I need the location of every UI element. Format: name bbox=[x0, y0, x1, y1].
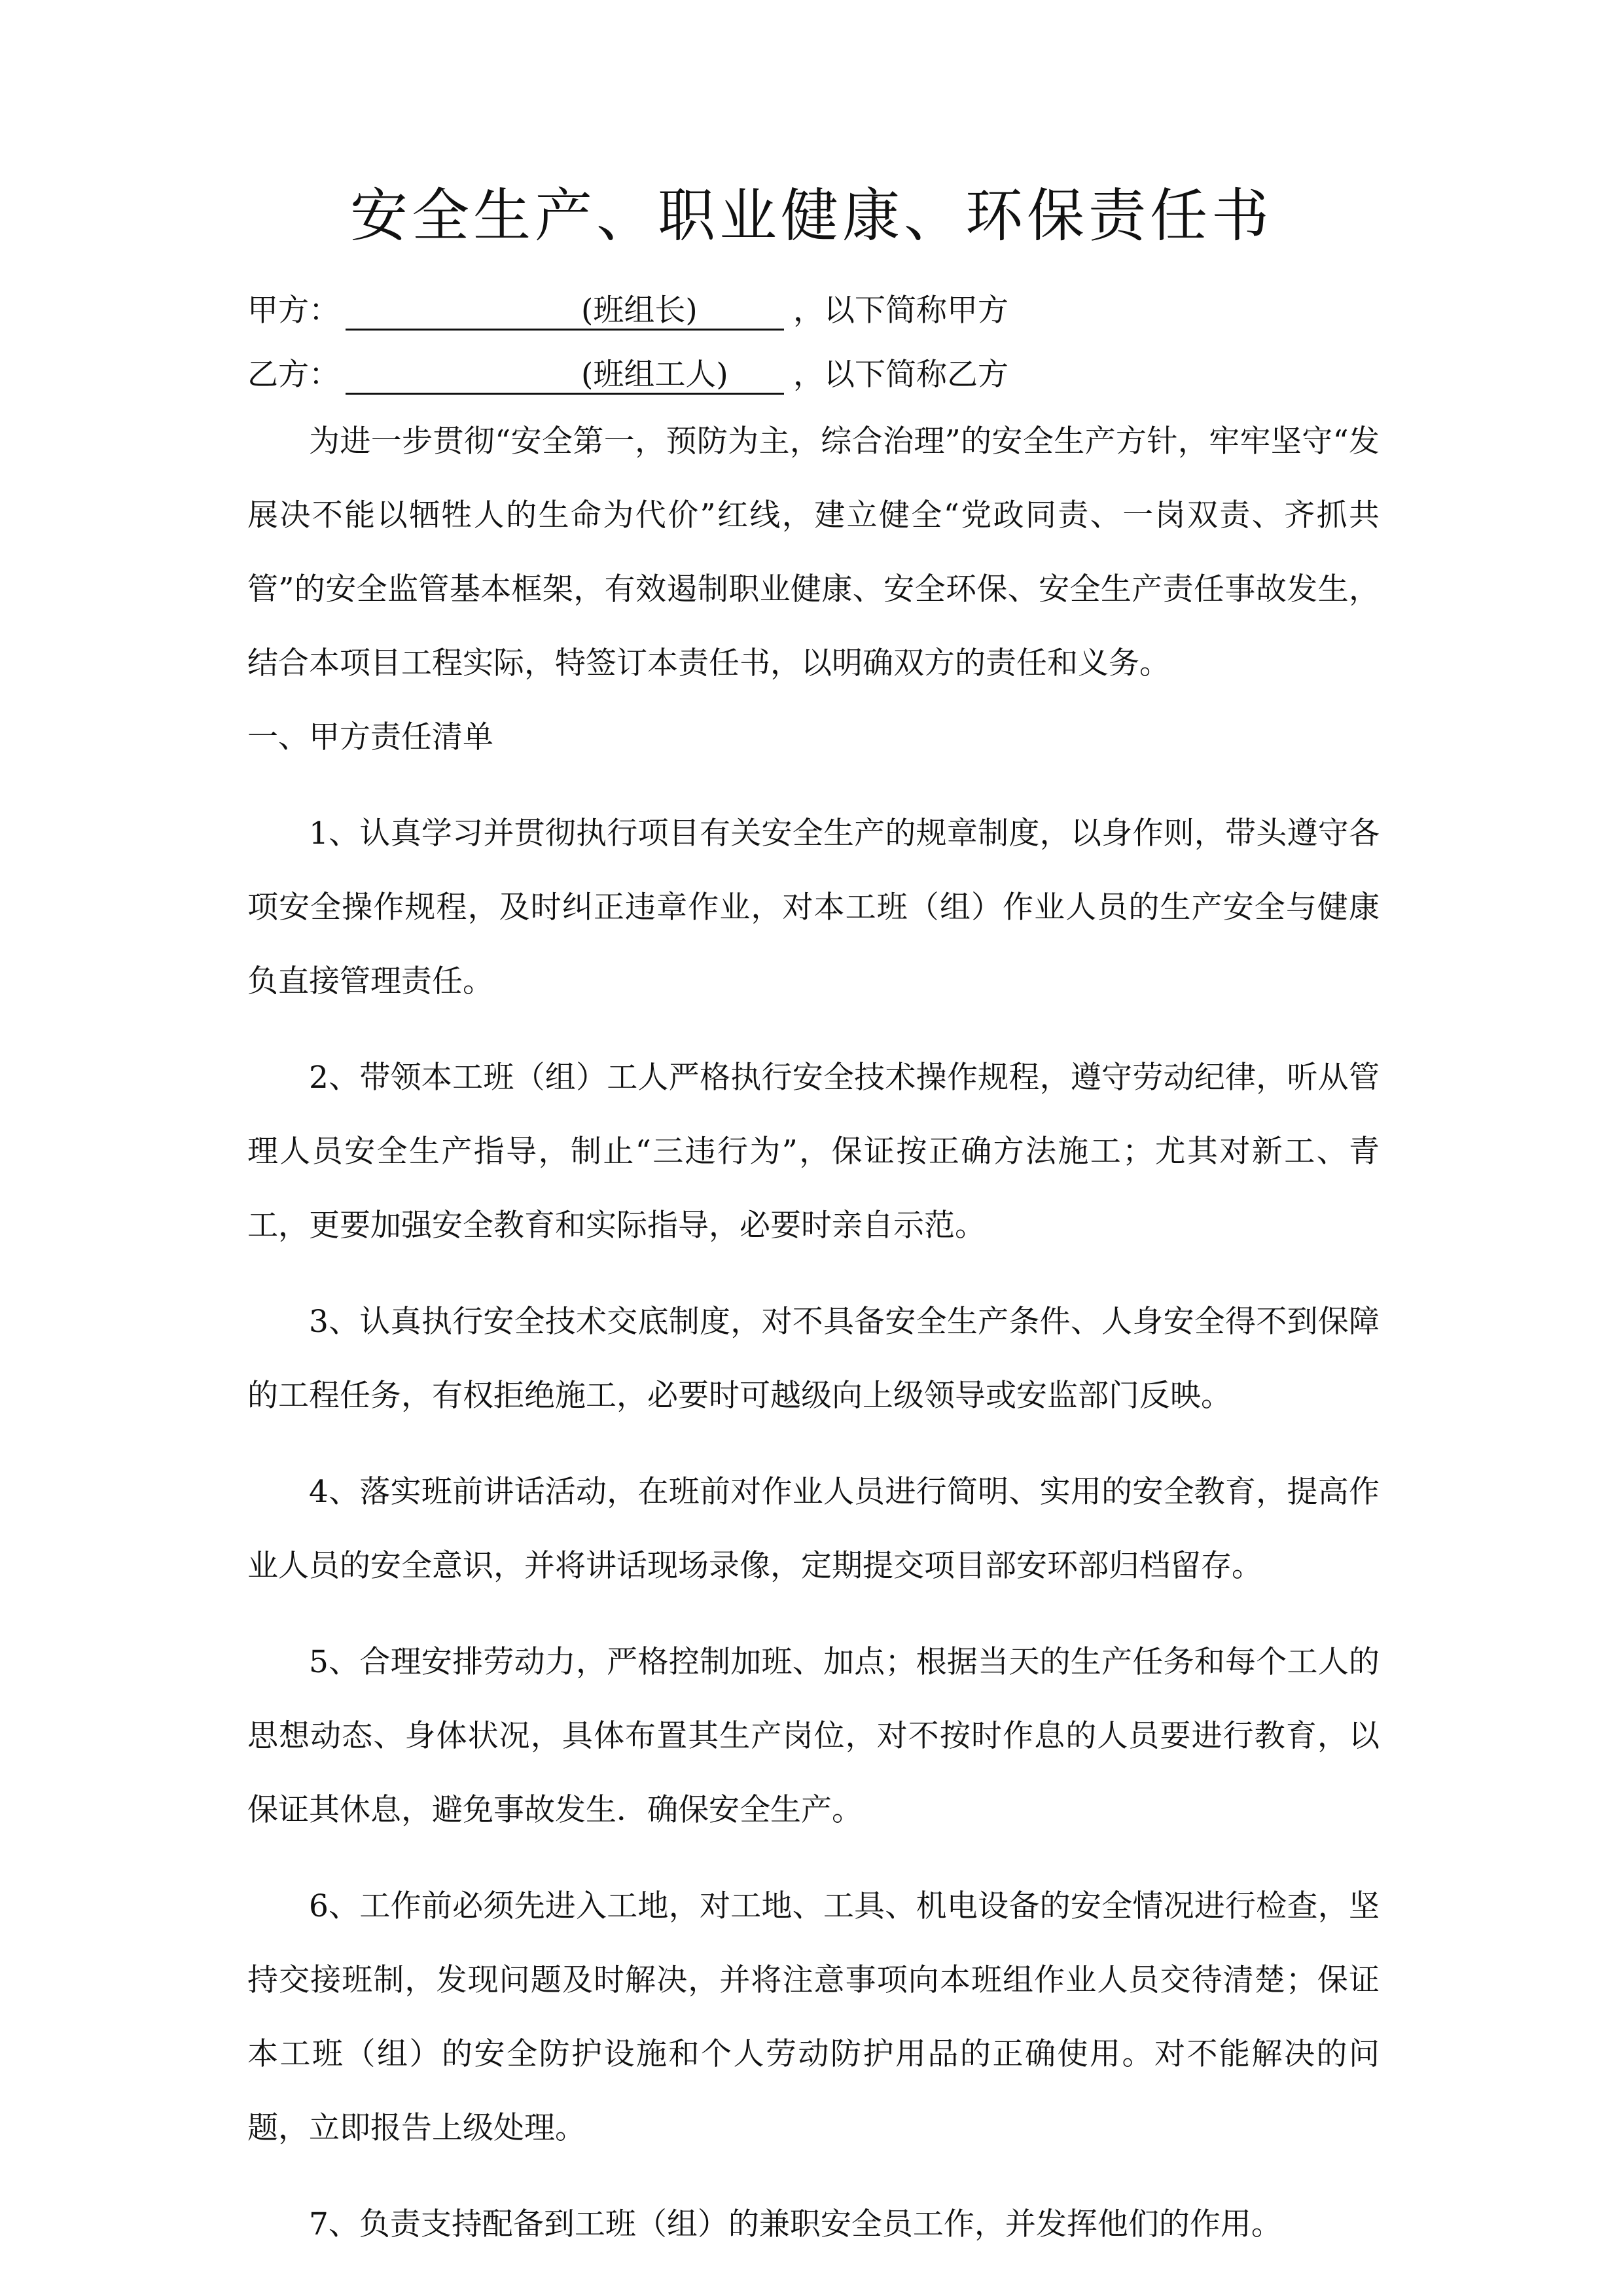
party-b-blank bbox=[346, 355, 784, 395]
document-body bbox=[247, 404, 1380, 2261]
party-a-suffix: ，以下简称甲方 bbox=[793, 293, 1008, 329]
list-item: 4、落实班前讲话活动，在班前对作业人员进行简明、实用的安全教育，提高作业人员的安全意识，并将讲话现场录像，定期提交项目部安环部归档留存。 bbox=[247, 1474, 1380, 1584]
document-title: 安全生产、职业健康、环保责任书 bbox=[349, 182, 1273, 249]
party-b-role: (班组工人) bbox=[581, 357, 728, 393]
list-item: 5、合理安排劳动力，严格控制加班、加点；根据当天的生产任务和每个工人的思想动态、身体状况，具体布置其生产岗位，对不按时作息的人员要进行教育，以保证其休息，避免事故发生．确保安全生产。 bbox=[247, 1644, 1380, 1828]
party-a-line bbox=[247, 291, 1008, 331]
party-b-line bbox=[247, 355, 1008, 395]
list-item: 2、带领本工班（组）工人严格执行安全技术操作规程，遵守劳动纪律，听从管理人员安全生产指导，制止“三违行为”，保证按正确方法施工；尤其对新工、青工，更要加强安全教育和实际指导，必要时亲自示范。 bbox=[247, 1060, 1380, 1244]
list-item: 7、负责支持配备到工班（组）的兼职安全员工作，并发挥他们的作用。 bbox=[309, 2206, 1282, 2242]
party-b-label: 乙方： bbox=[247, 357, 340, 393]
list-item: 3、认真执行安全技术交底制度，对不具备安全生产条件、人身安全得不到保障的工程任务，有权拒绝施工，必要时可越级向上级领导或安监部门反映。 bbox=[247, 1304, 1380, 1414]
intro-paragraph: 为进一步贯彻“安全第一，预防为主，综合治理”的安全生产方针，牢牢坚守“发展决不能以牺牲人的生命为代价”红线，建立健全“党政同责、一岗双责、齐抓共管”的安全监管基本框架，有效遏制职业健康、安全环保、安全生产责任事故发生，结合本项目工程实际，特签订本责任书，以明确双方的责任和义务。 bbox=[247, 423, 1380, 681]
list-item: 6、工作前必须先进入工地，对工地、工具、机电设备的安全情况进行检查，坚持交接班制，发现问题及时解决，并将注意事项向本班组作业人员交待清楚；保证本工班（组）的安全防护设施和个人劳动防护用品的正确使用。对不能解决的问题，立即报告上级处理。 bbox=[247, 1888, 1380, 2146]
party-a-label: 甲方： bbox=[247, 293, 340, 329]
party-b-suffix: ，以下简称乙方 bbox=[793, 357, 1008, 393]
party-a-role: (班组长) bbox=[581, 293, 698, 329]
list-item: 1、认真学习并贯彻执行项目有关安全生产的规章制度，以身作则，带头遵守各项安全操作规程，及时纠正违章作业，对本工班（组）作业人员的生产安全与健康负直接管理责任。 bbox=[247, 816, 1380, 999]
section-heading: 一、甲方责任清单 bbox=[247, 719, 493, 755]
party-a-blank bbox=[346, 291, 784, 331]
